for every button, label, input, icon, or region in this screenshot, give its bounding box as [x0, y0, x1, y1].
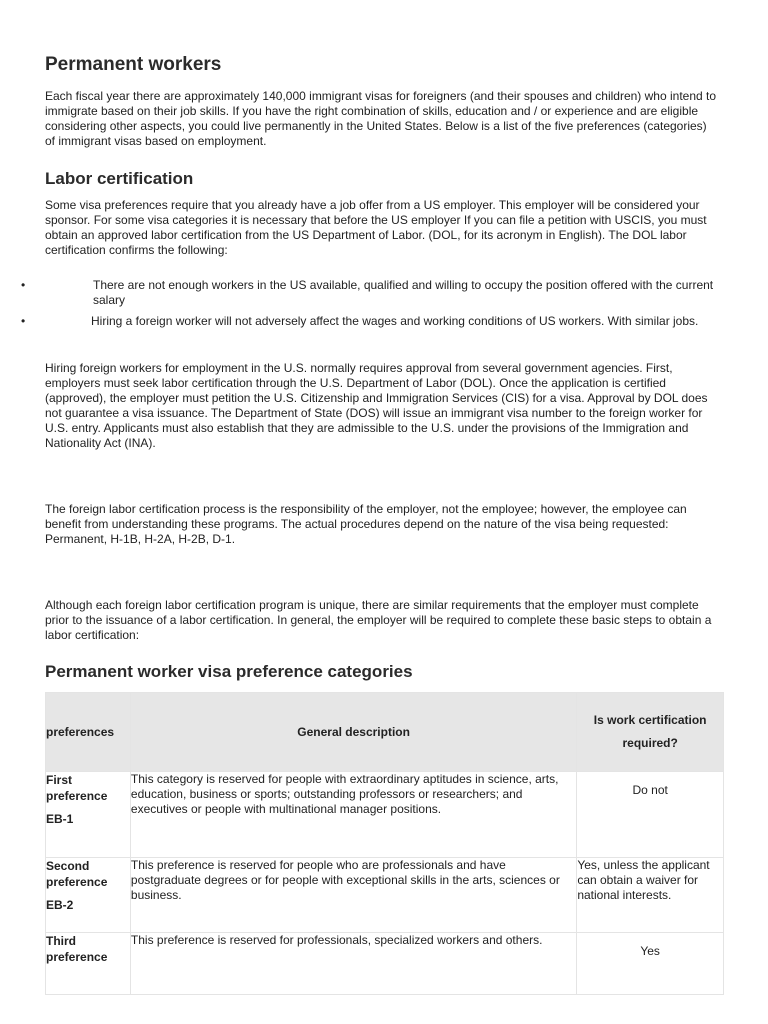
process-paragraph: The foreign labor certification process is the responsibility of the employer, not the employee; however, the employee can benefit from understanding these programs. The actual procedures depend on the nature of the visa being requested: Permanent, H-1B, H-2A, H-2B, D-1.: [45, 502, 687, 546]
table-row: [46, 933, 724, 995]
list-item: [21, 314, 717, 329]
required-cell: Do not: [577, 772, 724, 858]
table-header-row: [46, 693, 724, 772]
labor-certification-heading: Labor certification: [45, 169, 194, 188]
description-cell: This category is reserved for people with extraordinary aptitudes in science, arts, education, business or sports; outstanding professors or researchers; and executives or people with multinational manager positions.: [130, 772, 576, 858]
preference-name: Second preference: [46, 859, 108, 889]
preference-cell: [46, 772, 131, 858]
intro-paragraph: Each fiscal year there are approximately 140,000 immigrant visas for foreigners (and their spouses and children) who intend to immigrate based on their job skills. If you have the right combination of skills, education and / or experience and are eligible considering other aspects, you could live permanently in the United States. Below is a list of the five preferences (categories) of immigrant visas based on employment.: [45, 89, 717, 148]
preference-name: First preference: [46, 773, 108, 803]
preference-code: EB-1: [46, 812, 74, 826]
page-title: Permanent workers: [45, 54, 222, 75]
table-row: [46, 772, 724, 858]
preference-cell: [46, 858, 131, 933]
description-cell: This preference is reserved for people who are professionals and have postgraduate degrees or for people with exceptional skills in the arts, sciences or business.: [130, 858, 576, 933]
hiring-paragraph: Hiring foreign workers for employment in the U.S. normally requires approval from several government agencies. First, employers must seek labor certification through the U.S. Department of Labor (DOL). Once the application is certified (approved), the employer must petition the U.S. Citizenship and Immigration Services (CIS) for a visa. Approval by DOL does not guarantee a visa issuance. The Department of State (DOS) will issue an immigrant visa number to the foreign worker for U.S. entry. Applicants must also establish that they are admissible to the U.S. under the provisions of the Immigration and Nationality Act (INA).: [45, 361, 708, 450]
preference-code: EB-2: [46, 898, 74, 912]
table-heading: Permanent worker visa preference categories: [45, 662, 413, 681]
bullet-text: Hiring a foreign worker will not adversely affect the wages and working conditions of US workers. With similar jobs.: [91, 314, 699, 328]
preference-cell: [46, 933, 131, 995]
description-cell: This preference is reserved for professionals, specialized workers and others.: [130, 933, 576, 995]
bullet-text: There are not enough workers in the US available, qualified and willing to occupy the position offered with the current salary: [93, 278, 714, 307]
preference-name: Third preference: [46, 934, 108, 964]
header-required: Is work certification required?: [577, 693, 724, 772]
preferences-table: [45, 692, 724, 995]
list-item: [21, 278, 717, 308]
header-preferences: preferences: [46, 693, 131, 772]
table-row: [46, 858, 724, 933]
bullet-icon: •: [21, 278, 26, 292]
labor-certification-paragraph: Some visa preferences require that you already have a job offer from a US employer. This employer will be considered your sponsor. For some visa categories it is necessary that before the US employer If you can file a petition with USCIS, you must obtain an approved labor certification from the US Department of Labor. (DOL, for its acronym in English). The DOL labor certification confirms the following:: [45, 198, 707, 257]
required-cell: Yes: [577, 933, 724, 995]
requirements-paragraph: Although each foreign labor certification program is unique, there are similar requirements that the employer must complete prior to the issuance of a labor certification. In general, the employer will be required to complete these basic steps to obtain a labor certification:: [45, 598, 712, 642]
header-description: General description: [130, 693, 576, 772]
bullet-icon: •: [21, 314, 26, 328]
required-cell: Yes, unless the applicant can obtain a waiver for national interests.: [577, 858, 724, 933]
